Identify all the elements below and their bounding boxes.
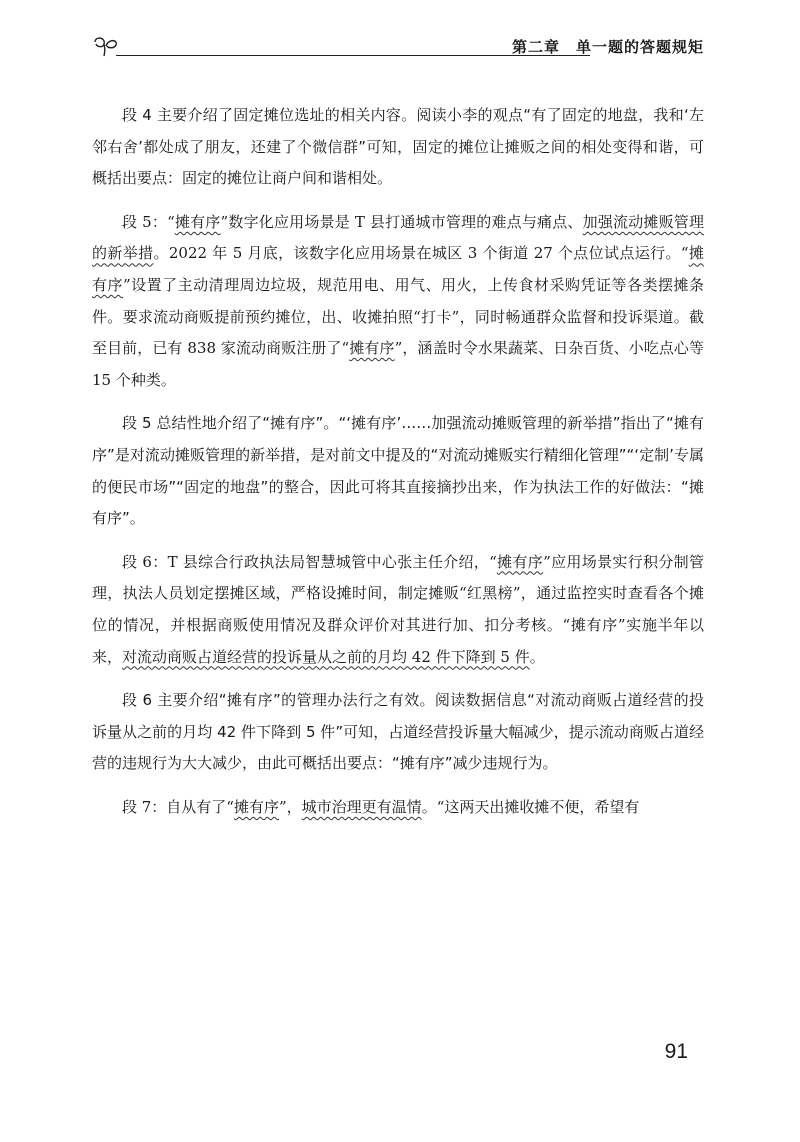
paragraph	[92, 207, 704, 397]
chapter-title: 第二章 单一题的答题规矩	[511, 38, 704, 56]
text-run: ”，涵盖时令水果蔬菜、日杂百货、小吃点心等 15 个种类。	[92, 339, 704, 389]
paragraph	[92, 792, 704, 824]
text-run: 。“这两天出摊收摊不便，希望有	[421, 797, 640, 816]
underlined-phrase: 摊有序	[496, 552, 544, 571]
text-run: ”设置了主动清理周边垃圾，规范用电、用气、用火，上传食材采购凭证等各类摆摊条件。要求流动商贩提前预约摊位，出、收摊拍照“打卡”，同时畅通群众监督和投诉渠道。截至目前，已有 838 家流动商贩注册了“	[92, 275, 704, 358]
text-run: 段 4 主要介绍了固定摊位选址的相关内容。阅读小李的观点“有了固定的地盘，我和‘左邻右舍’都处成了朋友，还建了个微信群”可知，固定的摊位让摊贩之间的相处变得和谐，可概括出要点：固定的摊位让商户间和谐相处。	[92, 106, 704, 188]
text-run: 。2022 年 5 月底，该数字化应用场景在城区 3 个街道 27 个点位试点运行。“	[153, 244, 689, 263]
paragraph	[92, 685, 704, 780]
paragraph	[92, 408, 704, 534]
paragraph	[92, 547, 704, 673]
underlined-phrase: 城市治理更有温情	[301, 797, 422, 816]
text-run: 段 5：“	[122, 212, 175, 231]
underlined-phrase: 摊有序	[92, 244, 704, 294]
underlined-phrase: 摊有序	[233, 797, 279, 816]
text-run: 段 7：自从有了“	[122, 797, 234, 816]
running-header	[92, 34, 704, 62]
underlined-phrase: 摊有序	[174, 212, 221, 231]
page-number: 91	[664, 1040, 688, 1063]
text-run: ”数字化应用场景是 T 县打通城市管理的难点与痛点、	[220, 212, 583, 231]
underlined-phrase: 摊有序	[349, 339, 395, 358]
text-run: ”应用场景实行积分制管理，执法人员划定摆摊区域，严格设摊时间，制定摊贩“红黑榜”，通过监控实时查看各个摊位的情况，并根据商贩使用情况及群众评价对其进行加、扣分考核。“摊有序”实施半年以来，	[92, 552, 704, 666]
underlined-phrase: 加强流动摊贩管理的新举措	[92, 212, 704, 263]
text-run: 段 6 主要介绍“摊有序”的管理办法行之有效。阅读数据信息“对流动商贩占道经营的投诉量从之前的月均 42 件下降到 5 件”可知，占道经营投诉量大幅减少，提示流动商贩占道经营的违规行为大大减少，由此可概括出要点：“摊有序”减少违规行为。	[92, 691, 704, 773]
underlined-phrase: 对流动商贩占道经营的投诉量从之前的月均 42 件下降到 5 件	[122, 647, 530, 666]
text-run: ”，	[279, 797, 302, 816]
paragraph	[92, 100, 704, 195]
text-run: 段 6：T 县综合行政执法局智慧城管中心张主任介绍，“	[122, 552, 497, 571]
page-body	[92, 100, 704, 835]
text-run: 段 5 总结性地介绍了“摊有序”。“‘摊有序’……加强流动摊贩管理的新举措”指出了“摊有序”是对流动摊贩管理的新举措，是对前文中提及的“对流动摊贩实行精细化管理”“‘定制’专属的便民市场”“固定的地盘”的整合，因此可将其直接摘抄出来，作为执法工作的好做法：“摊有序”。	[92, 414, 704, 528]
text-run: 。	[529, 647, 545, 666]
